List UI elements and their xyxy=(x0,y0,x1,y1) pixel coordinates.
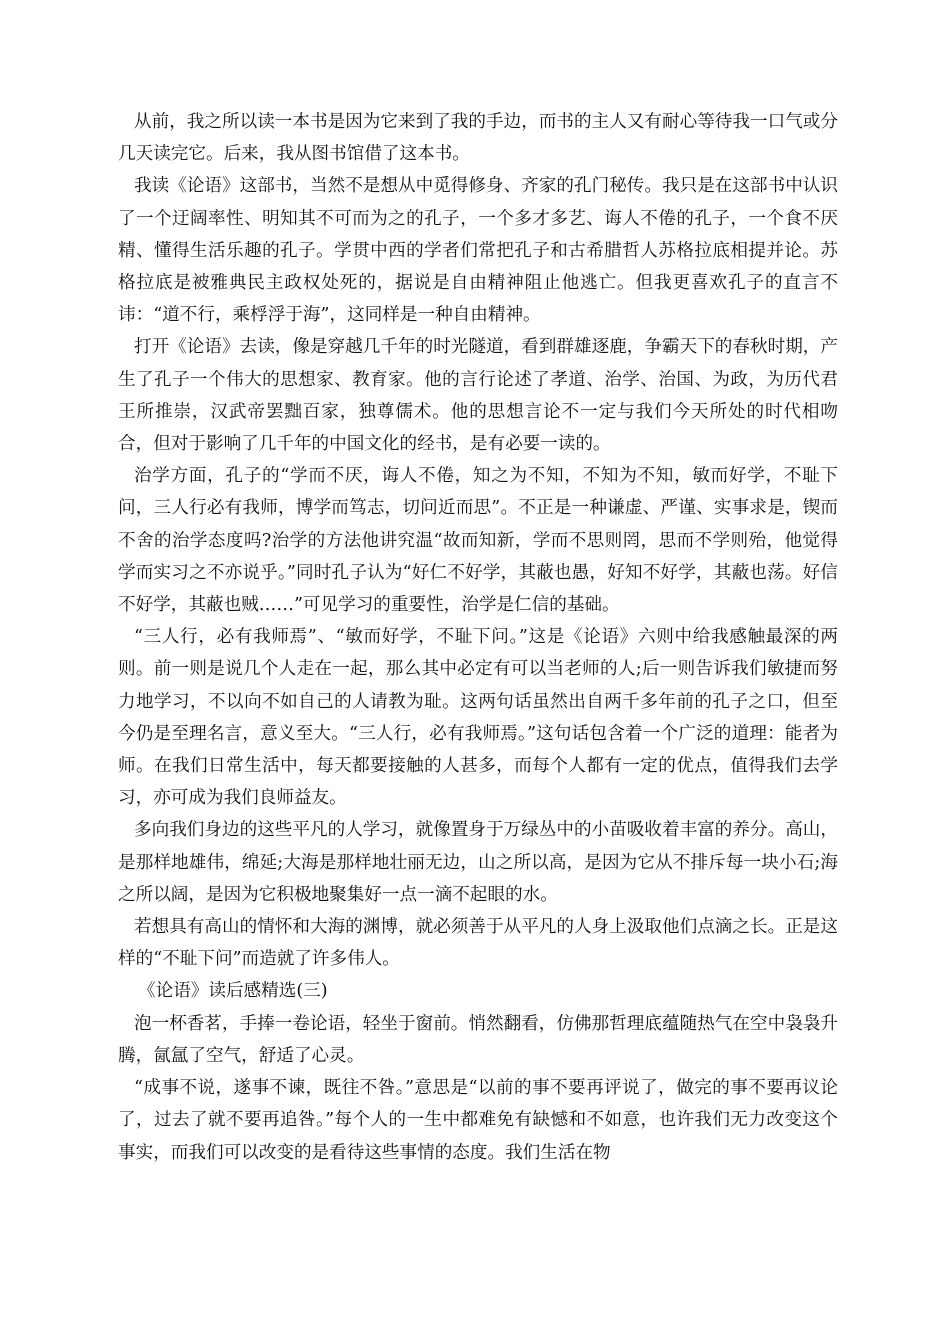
paragraph: “三人行，必有我师焉”、“敏而好学，不耻下问。”这是《论语》六则中给我感触最深的两则。前一则是说几个人走在一起，那么其中必定有可以当老师的人;后一则告诉我们敏捷而努力地学习，不以向不如自己的人请教为耻。这两句话虽然出自两千多年前的孔子之口，但至今仍是至理名言，意义至大。“三人行，必有我师焉。”这句话包含着一个广泛的道理：能者为师。在我们日常生活中，每天都要接触的人甚多，而每个人都有一定的优点，值得我们去学习，亦可成为我们良师益友。 xyxy=(118,627,838,809)
section-heading: 《论语》读后感精选(三) xyxy=(138,981,328,1002)
paragraph: 泡一杯香茗，手捧一卷论语，轻坐于窗前。悄然翻看，仿佛那哲理底蕴随热气在空中袅袅升腾，氤氲了空气，舒适了心灵。 xyxy=(118,1013,838,1066)
paragraph: “成事不说，遂事不谏，既往不咎。”意思是“以前的事不要再评说了，做完的事不要再议论了，过去了就不要再追咎。”每个人的一生中都难免有缺憾和不如意，也许我们无力改变这个事实，而我们可以改变的是看待这些事情的态度。我们生活在物 xyxy=(118,1078,838,1163)
paragraph: 若想具有高山的情怀和大海的渊博，就必须善于从平凡的人身上汲取他们点滴之长。正是这样的“不耻下问”而造就了许多伟人。 xyxy=(118,917,838,970)
paragraph: 治学方面，孔子的“学而不厌，诲人不倦，知之为不知，不知为不知，敏而好学，不耻下问，三人行必有我师，博学而笃志，切问近而思”。不正是一种谦虚、严谨、实事求是，锲而不舍的治学态度吗?治学的方法他讲究温“故而知新，学而不思则罔，思而不学则殆，他觉得学而实习之不亦说乎。”同时孔子认为“好仁不好学，其蔽也愚，好知不好学，其蔽也荡。好信不好学，其蔽也贼……”可见学习的重要性，治学是仁信的基础。 xyxy=(118,466,838,616)
paragraph: 从前，我之所以读一本书是因为它来到了我的手边，而书的主人又有耐心等待我一口气或分几天读完它。后来，我从图书馆借了这本书。 xyxy=(118,112,838,165)
paragraph: 打开《论语》去读，像是穿越几千年的时光隧道，看到群雄逐鹿，争霸天下的春秋时期，产生了孔子一个伟大的思想家、教育家。他的言行论述了孝道、治学、治国、为政，为历代君王所推崇，汉武帝罢黜百家，独尊儒术。他的思想言论不一定与我们今天所处的时代相吻合，但对于影响了几千年的中国文化的经书，是有必要一读的。 xyxy=(118,337,838,455)
paragraph: 我读《论语》这部书，当然不是想从中觅得修身、齐家的孔门秘传。我只是在这部书中认识了一个迂阔率性、明知其不可而为之的孔子，一个多才多艺、诲人不倦的孔子，一个食不厌精、懂得生活乐趣的孔子。学贯中西的学者们常把孔子和古希腊哲人苏格拉底相提并论。苏格拉底是被雅典民主政权处死的，据说是自由精神阻止他逃亡。但我更喜欢孔子的直言不讳：“道不行，乘桴浮于海”，这同样是一种自由精神。 xyxy=(118,176,838,326)
paragraph: 多向我们身边的这些平凡的人学习，就像置身于万绿丛中的小苗吸收着丰富的养分。高山，是那样地雄伟，绵延;大海是那样地壮丽无边，山之所以高，是因为它从不排斥每一块小石;海之所以阔，是因为它积极地聚集好一点一滴不起眼的水。 xyxy=(118,820,839,905)
document-body xyxy=(118,106,838,1169)
